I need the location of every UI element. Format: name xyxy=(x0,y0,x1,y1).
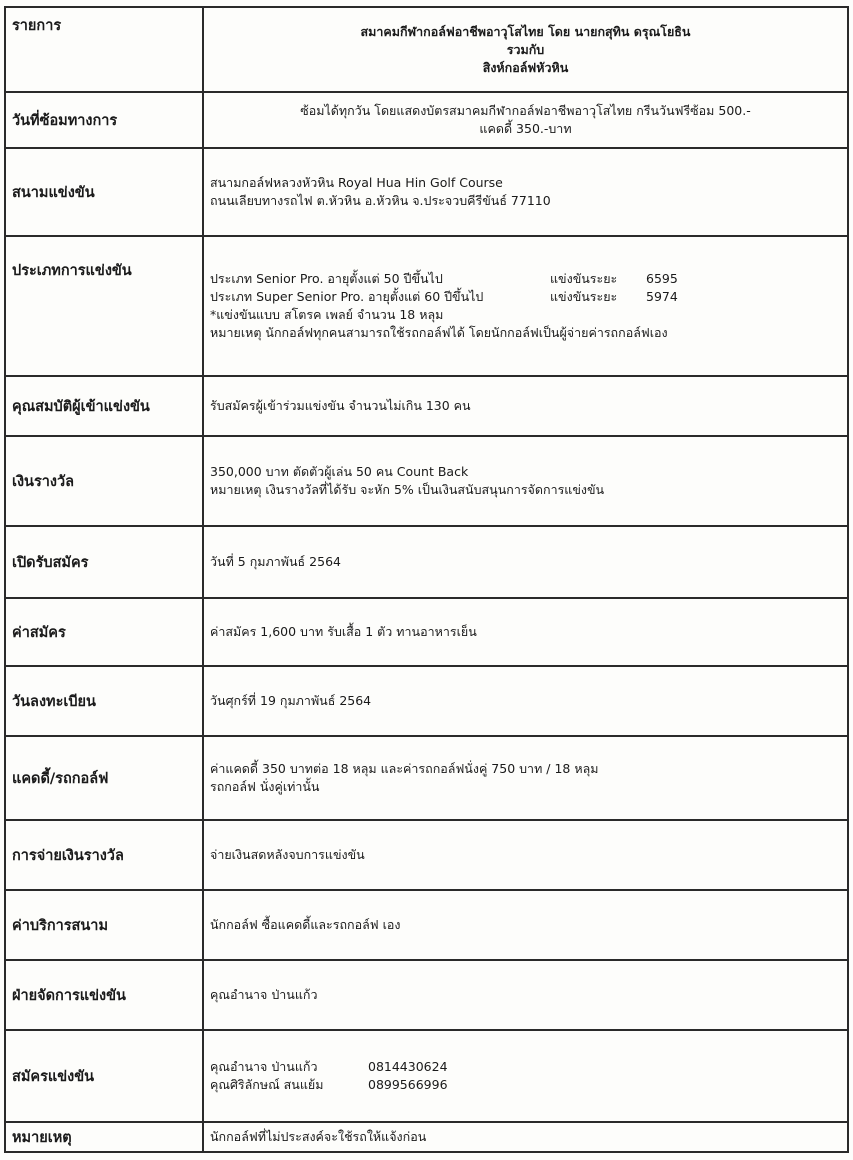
practice-line-2: แคดดี้ 350.-บาท xyxy=(479,121,572,136)
row-course-service xyxy=(5,890,848,960)
row-header xyxy=(5,7,848,92)
contact-1-name: คุณอำนาจ ป่านแก้ว xyxy=(210,1059,318,1074)
row-check-in xyxy=(5,666,848,736)
contact-2-phone: 0899566996 xyxy=(368,1077,448,1092)
check-in-label: วันลงทะเบียน xyxy=(5,666,203,736)
organizer-value: คุณอำนาจ ป่านแก้ว xyxy=(203,960,848,1030)
apply-label: สมัครแข่งขัน xyxy=(5,1030,203,1122)
course-service-value: นักกอล์ฟ ซื้อแคดดี้และรถกอล์ฟ เอง xyxy=(203,890,848,960)
category-value xyxy=(203,236,848,376)
row-eligibility xyxy=(5,376,848,436)
apply-value xyxy=(203,1030,848,1122)
row-practice xyxy=(5,92,848,148)
eligibility-value: รับสมัครผู้เข้าร่วมแข่งขัน จำนวนไม่เกิน 130 คน xyxy=(203,376,848,436)
category-label: ประเภทการแข่งขัน xyxy=(5,236,203,376)
prize-line-2: หมายเหตุ เงินรางวัลที่ได้รับ จะหัก 5% เป็นเงินสนับสนุนการจัดการแข่งขัน xyxy=(210,482,605,497)
remark-value: นักกอล์ฟที่ไม่ประสงค์จะใช้รถให้แจ้งก่อน xyxy=(203,1122,848,1152)
contact-1 xyxy=(210,1058,841,1076)
venue-label: สนามแข่งขัน xyxy=(5,148,203,236)
fee-value: ค่าสมัคร 1,600 บาท รับเสื้อ 1 ตัว ทานอาหารเย็น xyxy=(203,598,848,666)
row-registration-open xyxy=(5,526,848,598)
registration-open-label: เปิดรับสมัคร xyxy=(5,526,203,598)
row-caddie xyxy=(5,736,848,820)
caddie-label: แคดดี้/รถกอล์ฟ xyxy=(5,736,203,820)
title-line-2: รวมกับ xyxy=(506,41,545,57)
check-in-value: วันศุกร์ที่ 19 กุมภาพันธ์ 2564 xyxy=(203,666,848,736)
venue-value xyxy=(203,148,848,236)
contact-2 xyxy=(210,1076,841,1094)
title-line-3: สิงห์กอล์ฟหัวหิน xyxy=(482,59,569,75)
category-note: หมายเหตุ นักกอล์ฟทุกคนสามารถใช้รถกอล์ฟได้ โดยนักกอล์ฟเป็นผู้จ่ายค่ารถกอล์ฟเอง xyxy=(210,325,668,340)
contact-1-phone: 0814430624 xyxy=(368,1059,448,1074)
prize-value xyxy=(203,436,848,526)
prize-label: เงินรางวัล xyxy=(5,436,203,526)
organizer-label: ฝ่ายจัดการแข่งขัน xyxy=(5,960,203,1030)
row-fee xyxy=(5,598,848,666)
contact-2-name: คุณศิริลักษณ์ สนแย้ม xyxy=(210,1077,324,1092)
payout-label: การจ่ายเงินรางวัล xyxy=(5,820,203,890)
prize-line-1: 350,000 บาท ตัดตัวผู้เล่น 50 คน Count Back xyxy=(210,464,469,479)
payout-value: จ่ายเงินสดหลังจบการแข่งขัน xyxy=(203,820,848,890)
organizer-title xyxy=(203,7,848,92)
row-organizer xyxy=(5,960,848,1030)
eligibility-label: คุณสมบัติผู้เข้าแข่งขัน xyxy=(5,376,203,436)
header-label: รายการ xyxy=(5,7,203,92)
caddie-line-1: ค่าแคดดี้ 350 บาทต่อ 18 หลุม และค่ารถกอล์ฟนั่งคู่ 750 บาท / 18 หลุม xyxy=(210,761,599,776)
row-apply xyxy=(5,1030,848,1122)
caddie-line-2: รถกอล์ฟ นั่งคู่เท่านั้น xyxy=(210,779,320,794)
division-senior xyxy=(210,270,841,288)
practice-label: วันที่ซ้อมทางการ xyxy=(5,92,203,148)
course-service-label: ค่าบริการสนาม xyxy=(5,890,203,960)
division-super-senior-distance: 5974 xyxy=(646,289,678,304)
row-venue xyxy=(5,148,848,236)
row-category xyxy=(5,236,848,376)
row-payout xyxy=(5,820,848,890)
title-line-1: สมาคมกีฬากอล์ฟอาชีพอาวุโสไทย โดย นายกสุทิน ดรุณโยธิน xyxy=(360,23,691,39)
venue-line-2: ถนนเลียบทางรถไฟ ต.หัวหิน อ.หัวหิน จ.ประจวบคีรีขันธ์ 77110 xyxy=(210,193,551,208)
caddie-value xyxy=(203,736,848,820)
fee-label: ค่าสมัคร xyxy=(5,598,203,666)
division-super-senior-name: ประเภท Super Senior Pro. อายุตั้งแต่ 60 ปีขึ้นไป xyxy=(210,289,484,304)
row-remark xyxy=(5,1122,848,1152)
division-super-senior xyxy=(210,288,841,306)
row-prize xyxy=(5,436,848,526)
format-text: *แข่งขันแบบ สโตรค เพลย์ จำนวน 18 หลุม xyxy=(210,307,444,322)
practice-line-1: ซ้อมได้ทุกวัน โดยแสดงบัตรสมาคมกีฬากอล์ฟอาชีพอาวุโสไทย กรีนวันฟรีซ้อม 500.- xyxy=(300,103,751,118)
tournament-info-table xyxy=(4,6,849,1153)
practice-value xyxy=(203,92,848,148)
division-super-senior-distance-label: แข่งขันระยะ xyxy=(550,289,618,304)
venue-line-1: สนามกอล์ฟหลวงหัวหิน Royal Hua Hin Golf Course xyxy=(210,175,503,190)
remark-label: หมายเหตุ xyxy=(5,1122,203,1152)
division-senior-distance-label: แข่งขันระยะ xyxy=(550,271,618,286)
registration-open-value: วันที่ 5 กุมภาพันธ์ 2564 xyxy=(203,526,848,598)
division-senior-name: ประเภท Senior Pro. อายุตั้งแต่ 50 ปีขึ้นไป xyxy=(210,271,443,286)
division-senior-distance: 6595 xyxy=(646,271,678,286)
